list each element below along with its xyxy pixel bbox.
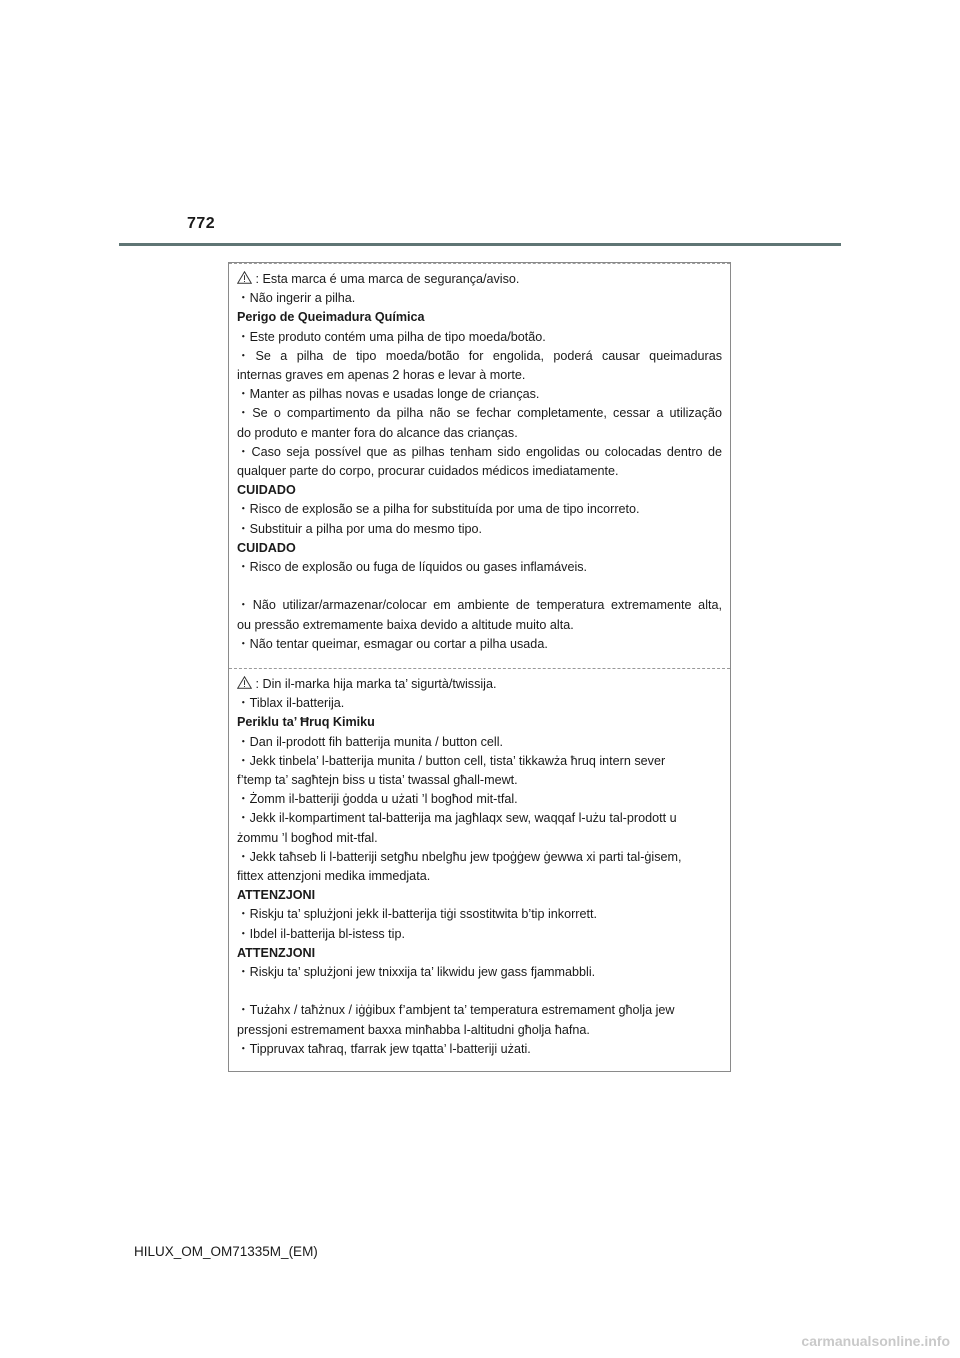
notice-line: pressjoni estremament baxxa minħabba l-altitudni għolja ħafna. [237,1022,590,1037]
notice-spacer [237,577,722,596]
notice-heading: CUIDADO [237,483,296,498]
notice-line: ・Riskju ta’ splużjoni jekk il-batterija tiġi ssostitwita b’tip inkorrett. [237,907,597,922]
notice-spacer [237,982,722,1001]
notice-line: ・Risco de explosão ou fuga de líquidos ou gases inflamáveis. [237,560,588,575]
notice-line: internas graves em apenas 2 horas e levar à morte. [237,368,526,383]
notice-line: ・Riskju ta’ splużjoni jew tnixxija ta’ likwidu jew gass fjammabbli. [237,965,596,980]
notice-line: ・Substituir a pilha por uma do mesmo tipo. [237,521,482,536]
notice-line: ・Este produto contém uma pilha de tipo moeda/botão. [237,329,546,344]
notice-line: ・Se o compartimento da pilha não se fechar completamente, cessar a utilização [237,406,722,421]
notice-line: ・Jekk tinbela’ l-batterija munita / button cell, tista’ tikkawża ħruq intern sever [237,753,666,768]
notice-line: ・Tiblax il-batterija. [237,696,345,711]
page-number: 772 [187,215,216,232]
notice-line: ・Żomm il-batteriji ġodda u użati ’l bogħod mit-tfal. [237,792,518,807]
notice-heading: CUIDADO [237,540,296,555]
notice-line: ・Não tentar queimar, esmagar ou cortar a pilha usada. [237,636,548,651]
document-code-footer: HILUX_OM_OM71335M_(EM) [134,1244,318,1259]
notice-line: : Esta marca é uma marca de segurança/aviso. [237,270,722,289]
warning-triangle-icon [237,272,256,286]
warning-triangle-icon [237,677,256,691]
notice-section-portuguese [229,263,730,668]
header-rule [119,243,841,246]
notice-line: ・Dan il-prodott fih batterija munita / button cell. [237,734,503,749]
notice-line: ・Não ingerir a pilha. [237,291,356,306]
notice-line: ・Manter as pilhas novas e usadas longe de crianças. [237,387,540,402]
notice-line: ・Ibdel il-batterija bl-istess tip. [237,926,405,941]
notice-line: : Din il-marka hija marka ta’ sigurtà/twissija. [237,675,722,694]
battery-warning-notice [228,262,731,1072]
notice-line: ・Jekk il-kompartiment tal-batterija ma jagħlaqx sew, waqqaf l-użu tal-prodott u [237,811,677,826]
notice-line: fittex attenzjoni medika immedjata. [237,869,431,884]
notice-heading: ATTENZJONI [237,945,316,960]
notice-line: ・Caso seja possível que as pilhas tenham sido engolidas ou colocadas dentro de [237,444,722,459]
notice-line: f’temp ta’ sagħtejn biss u tista’ twassal għall-mewt. [237,773,518,788]
notice-line: qualquer parte do corpo, procurar cuidados médicos imediatamente. [237,464,619,479]
notice-line: żommu ’l bogħod mit-tfal. [237,830,378,845]
notice-line: ・Jekk taħseb li l-batteriji setgħu nbelgħu jew tpoġġew ġewwa xi parti tal-ġisem, [237,849,682,864]
notice-line: ・Risco de explosão se a pilha for substituída por uma de tipo incorreto. [237,502,640,517]
notice-line: do produto e manter fora do alcance das crianças. [237,425,518,440]
site-watermark: carmanualsonline.info [801,1333,950,1349]
notice-section-maltese [229,668,730,1071]
notice-line: ・Não utilizar/armazenar/colocar em ambiente de temperatura extremamente alta, [237,598,722,613]
notice-line: ou pressão extremamente baixa devido a altitude muito alta. [237,617,574,632]
notice-line: ・Tippruvax taħraq, tfarrak jew tqatta’ l-batteriji użati. [237,1041,531,1056]
notice-heading: Perigo de Queimadura Química [237,310,425,325]
notice-line: ・Se a pilha de tipo moeda/botão for engolida, poderá causar queimaduras [237,348,722,363]
notice-heading: ATTENZJONI [237,888,316,903]
notice-line: ・Tużahx / taħżnux / iġġibux f’ambjent ta’ temperatura estremament għolja jew [237,1003,675,1018]
notice-heading: Periklu ta’ Ħruq Kimiku [237,715,375,730]
